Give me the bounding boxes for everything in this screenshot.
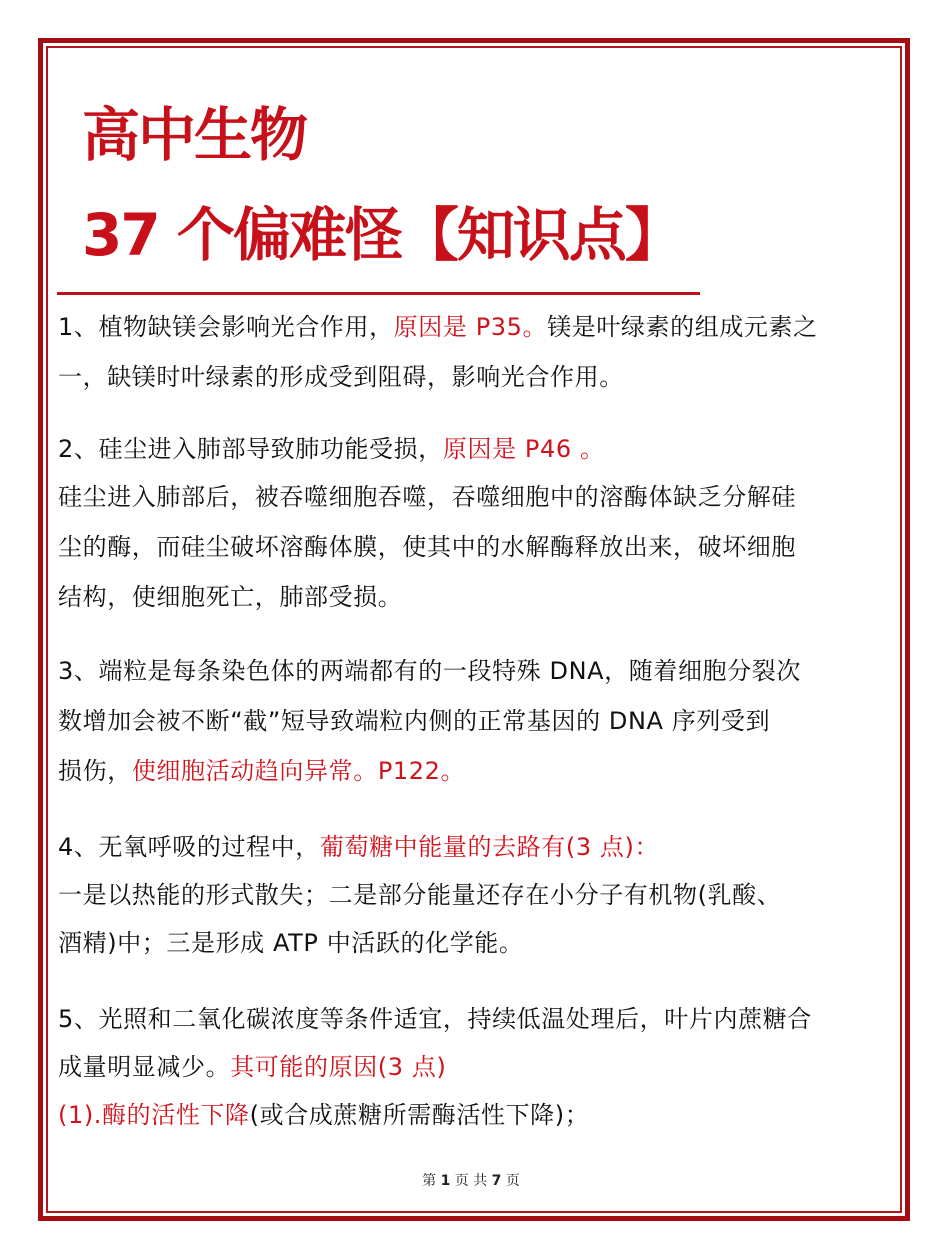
point-4-line <box>58 880 781 910</box>
footer-suffix: 页 <box>505 1173 520 1189</box>
highlighted-text: 葡萄糖中能量的去路有(3 点)： <box>319 833 660 861</box>
point-2-line <box>58 482 796 512</box>
point-3-line <box>58 706 770 736</box>
body-text: (或合成蔗糖所需酶活性下降)； <box>249 1101 590 1129</box>
body-text: 一是以热能的形式散失；二是部分能量还存在小分子有机物(乳酸、 <box>58 881 782 909</box>
body-text: 3、端粒是每条染色体的两端都有的一段特殊 DNA，随着细胞分裂次 <box>58 657 801 685</box>
page-title: 高中生物 <box>82 101 307 169</box>
point-5-line <box>58 1052 446 1082</box>
point-5-line <box>58 1004 812 1034</box>
body-text: 1、植物缺镁会影响光合作用， <box>58 313 394 341</box>
total-pages: 7 <box>491 1173 502 1189</box>
point-5-line <box>58 1100 589 1130</box>
highlighted-text: (1).酶的活性下降 <box>58 1101 250 1129</box>
body-text: 镁是叶绿素的组成元素之 <box>547 313 818 341</box>
body-text: 损伤， <box>58 757 132 785</box>
body-text: 尘的酶，而硅尘破坏溶酶体膜，使其中的水解酶释放出来，破坏细胞 <box>58 533 796 561</box>
body-text: 2、硅尘进入肺部导致肺功能受损， <box>58 435 443 463</box>
point-2-line <box>58 582 402 612</box>
body-text: 酒精)中；三是形成 ATP 中活跃的化学能。 <box>58 929 524 957</box>
point-4-line <box>58 928 524 958</box>
highlighted-text: 使细胞活动趋向异常。 <box>131 757 378 785</box>
highlighted-text: P122。 <box>377 757 466 785</box>
footer-middle: 页 共 <box>454 1173 488 1189</box>
highlighted-text: 原因是 P35。 <box>393 313 548 341</box>
point-3-line <box>58 756 465 786</box>
highlighted-text: 原因是 P46 。 <box>442 435 605 463</box>
page-subtitle: 37 个偏难怪【知识点】 <box>82 201 681 269</box>
body-text: 成量明显减少。 <box>58 1053 231 1081</box>
current-page: 1 <box>440 1173 451 1189</box>
body-text: 数增加会被不断“截”短导致端粒内侧的正常基因的 DNA 序列受到 <box>58 707 771 735</box>
point-1-line <box>58 312 818 342</box>
point-4-line <box>58 832 659 862</box>
point-3-line <box>58 656 801 686</box>
point-2-line <box>58 434 605 464</box>
highlighted-text: 其可能的原因(3 点) <box>230 1053 447 1081</box>
body-text: 5、光照和二氧化碳浓度等条件适宜，持续低温处理后，叶片内蔗糖合 <box>58 1005 812 1033</box>
body-text: 结构，使细胞死亡，肺部受损。 <box>58 583 403 611</box>
body-text: 4、无氧呼吸的过程中， <box>58 833 320 861</box>
point-1-line <box>58 362 624 392</box>
body-text: 硅尘进入肺部后，被吞噬细胞吞噬，吞噬细胞中的溶酶体缺乏分解硅 <box>58 483 796 511</box>
page-footer <box>0 1170 942 1190</box>
title-divider <box>57 292 700 295</box>
body-text: 一，缺镁时叶绿素的形成受到阻碍，影响光合作用。 <box>58 363 624 391</box>
point-2-line <box>58 532 796 562</box>
footer-prefix: 第 <box>422 1173 437 1189</box>
